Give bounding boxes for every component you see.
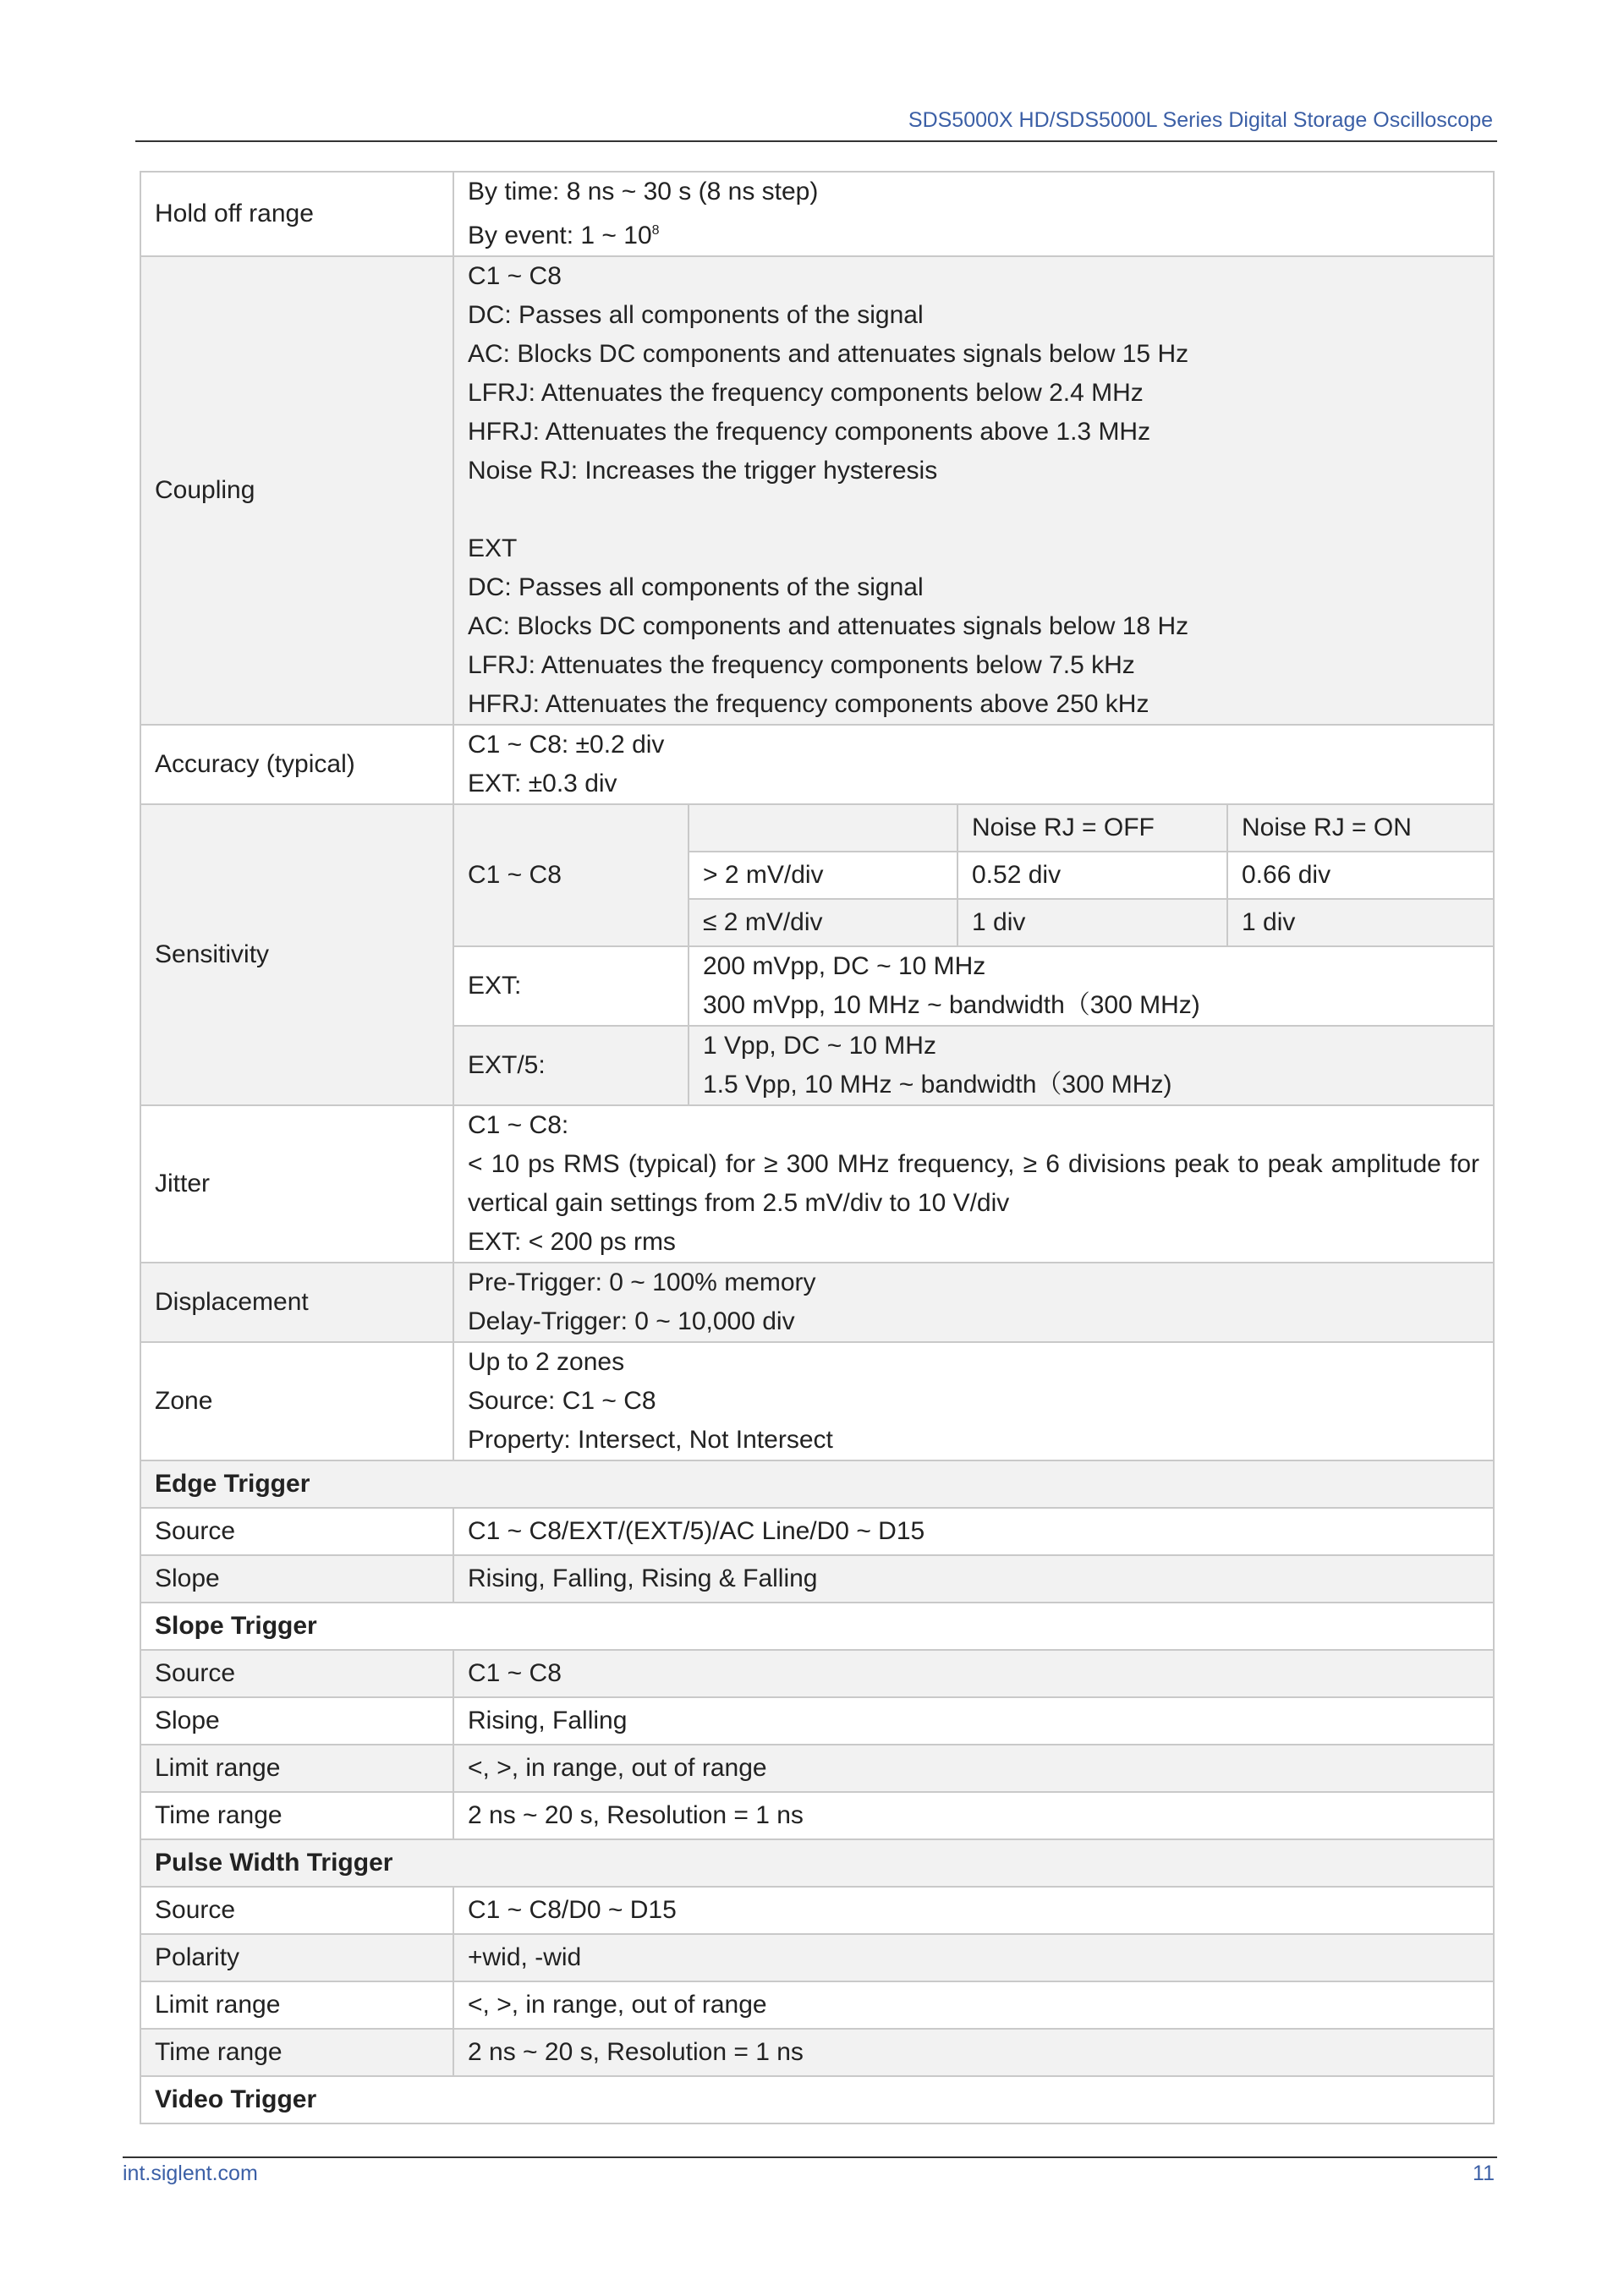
coupling-label: Coupling [140,256,453,725]
pulse-limit-value: <, >, in range, out of range [453,1981,1494,2029]
table-row [140,1342,1494,1460]
table-row [140,256,1494,725]
sensitivity-cond: > 2 mV/div [689,852,957,899]
jitter-line: < 10 ps RMS (typical) for ≥ 300 MHz frequency, ≥ 6 divisions peak to peak amplitude for vertical gain settings from 2.5 mV/div to 10 V/div [468,1150,1479,1217]
table-row [140,172,1494,256]
zone-label: Zone [140,1342,453,1460]
coupling-line: DC: Passes all components of the signal [468,573,924,601]
sensitivity-off-value: 1 div [957,899,1227,946]
displacement-value [453,1263,1494,1342]
holdoff-label: Hold off range [140,172,453,256]
coupling-line: EXT [468,534,518,562]
holdoff-event-exponent: 8 [651,223,660,238]
holdoff-event [468,211,1479,255]
footer-page-number: 11 [1473,2162,1495,2185]
pulse-time-value: 2 ns ~ 20 s, Resolution = 1 ns [453,2029,1494,2076]
pulse-source-value: C1 ~ C8/D0 ~ D15 [453,1887,1494,1934]
sensitivity-subtable [453,803,1495,1106]
table-row [140,2029,1494,2076]
table-row [140,1105,1494,1263]
sensitivity-ext-line: 300 mVpp, 10 MHz ~ bandwidth（300 MHz) [703,991,1200,1019]
coupling-value [453,256,1494,725]
section-heading-video-trigger: Video Trigger [140,2076,1494,2123]
table-row [140,1697,1494,1745]
edge-source-label: Source [140,1508,453,1555]
sensitivity-on-value: 1 div [1227,899,1494,946]
zone-line: Up to 2 zones [468,1348,625,1376]
sensitivity-on-value: 0.66 div [1227,852,1494,899]
slope-source-value: C1 ~ C8 [453,1650,1494,1697]
sensitivity-ext-label: EXT: [453,946,689,1026]
sensitivity-header-empty [689,804,957,852]
header-title: SDS5000X HD/SDS5000L Series Digital Storage Oscilloscope [908,108,1493,132]
accuracy-line: EXT: ±0.3 div [468,770,617,797]
holdoff-value [453,172,1494,256]
table-row [140,1887,1494,1934]
sensitivity-ext5-label: EXT/5: [453,1026,689,1105]
section-row [140,1603,1494,1650]
slope-source-label: Source [140,1650,453,1697]
sensitivity-header-off: Noise RJ = OFF [957,804,1227,852]
section-heading-slope-trigger: Slope Trigger [140,1603,1494,1650]
footer-rule [123,2156,1497,2158]
slope-time-label: Time range [140,1792,453,1839]
slope-time-value: 2 ns ~ 20 s, Resolution = 1 ns [453,1792,1494,1839]
sensitivity-ext-value [689,946,1494,1026]
slope-slope-value: Rising, Falling [453,1697,1494,1745]
sensitivity-ext5-value [689,1026,1494,1105]
table-row [140,1650,1494,1697]
jitter-value [453,1105,1494,1263]
sensitivity-ext5-line: 1.5 Vpp, 10 MHz ~ bandwidth（300 MHz) [703,1071,1172,1099]
accuracy-line: C1 ~ C8: ±0.2 div [468,731,665,759]
edge-slope-value: Rising, Falling, Rising & Falling [453,1555,1494,1603]
sensitivity-label: Sensitivity [140,804,453,1105]
sensitivity-value [453,804,1494,1105]
zone-value [453,1342,1494,1460]
coupling-line: DC: Passes all components of the signal [468,301,924,329]
header-rule [135,140,1497,142]
slope-limit-label: Limit range [140,1745,453,1792]
footer-website: int.siglent.com [123,2162,258,2185]
edge-slope-label: Slope [140,1555,453,1603]
section-heading-pulse-width-trigger: Pulse Width Trigger [140,1839,1494,1887]
slope-limit-value: <, >, in range, out of range [453,1745,1494,1792]
table-row [140,1745,1494,1792]
edge-source-value: C1 ~ C8/EXT/(EXT/5)/AC Line/D0 ~ D15 [453,1508,1494,1555]
coupling-line: LFRJ: Attenuates the frequency components below 2.4 MHz [468,379,1144,407]
sensitivity-ext5-line: 1 Vpp, DC ~ 10 MHz [703,1032,936,1060]
accuracy-value [453,725,1494,804]
jitter-line: C1 ~ C8: [468,1111,569,1139]
coupling-line: AC: Blocks DC components and attenuates signals below 18 Hz [468,612,1189,640]
coupling-blank-line [468,490,1479,529]
sensitivity-cond: ≤ 2 mV/div [689,899,957,946]
holdoff-time: By time: 8 ns ~ 30 s (8 ns step) [468,178,819,205]
pulse-time-label: Time range [140,2029,453,2076]
coupling-line: HFRJ: Attenuates the frequency components above 1.3 MHz [468,418,1151,446]
jitter-label: Jitter [140,1105,453,1263]
holdoff-event-base: By event: 1 ~ 10 [468,222,652,249]
pulse-limit-label: Limit range [140,1981,453,2029]
accuracy-label: Accuracy (typical) [140,725,453,804]
pulse-source-label: Source [140,1887,453,1934]
zone-line: Property: Intersect, Not Intersect [468,1426,833,1454]
sensitivity-c-label: C1 ~ C8 [453,804,689,946]
table-row [140,804,1494,1105]
sensitivity-off-value: 0.52 div [957,852,1227,899]
table-row [140,1934,1494,1981]
table-row [140,725,1494,804]
pulse-polarity-value: +wid, -wid [453,1934,1494,1981]
table-row [140,1981,1494,2029]
jitter-line: EXT: < 200 ps rms [468,1228,676,1256]
sensitivity-header-on: Noise RJ = ON [1227,804,1494,852]
sensitivity-ext-line: 200 mVpp, DC ~ 10 MHz [703,952,986,980]
section-heading-edge-trigger: Edge Trigger [140,1460,1494,1508]
section-row [140,2076,1494,2123]
coupling-line: HFRJ: Attenuates the frequency components above 250 kHz [468,690,1149,718]
coupling-line: LFRJ: Attenuates the frequency components below 7.5 kHz [468,651,1135,679]
spec-table [140,171,1495,2124]
coupling-line: AC: Blocks DC components and attenuates signals below 15 Hz [468,340,1189,368]
table-row [140,1792,1494,1839]
displacement-label: Displacement [140,1263,453,1342]
coupling-line: C1 ~ C8 [468,262,562,290]
coupling-line: Noise RJ: Increases the trigger hysteresis [468,457,938,485]
zone-line: Source: C1 ~ C8 [468,1387,656,1415]
slope-slope-label: Slope [140,1697,453,1745]
section-row [140,1839,1494,1887]
displacement-line: Pre-Trigger: 0 ~ 100% memory [468,1269,816,1296]
displacement-line: Delay-Trigger: 0 ~ 10,000 div [468,1307,795,1335]
pulse-polarity-label: Polarity [140,1934,453,1981]
table-row [140,1263,1494,1342]
table-row [140,1508,1494,1555]
section-row [140,1460,1494,1508]
table-row [140,1555,1494,1603]
